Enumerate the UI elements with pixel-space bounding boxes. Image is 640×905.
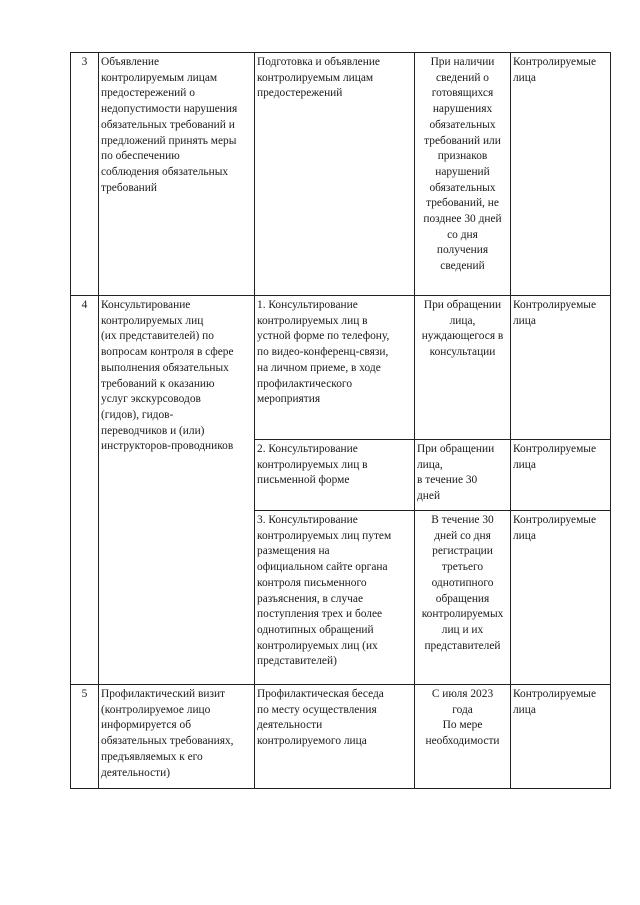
responsible [511, 685, 611, 789]
measure-name [99, 296, 255, 685]
text-line: контролируемых лиц в [257, 458, 368, 471]
text-line: лица [513, 703, 536, 716]
action-description [255, 440, 415, 511]
text-line: предостережений о [101, 87, 195, 100]
row-number: 4 [71, 296, 99, 685]
text-line: Объявление [101, 56, 160, 68]
text-line: получения [436, 244, 489, 257]
text-line: переводчиков и (или) [101, 424, 205, 437]
text-line: При обращении [417, 443, 495, 455]
deadline [415, 296, 511, 440]
text-line: в течение 30 [417, 474, 478, 487]
text-line: нуждающегося в [421, 330, 504, 343]
responsible [511, 53, 611, 296]
text-line: со дня [447, 228, 478, 241]
text-line: по видео-конференц-связи, [257, 346, 389, 359]
text-line: лица [513, 529, 536, 542]
text-line: требований или [424, 134, 501, 147]
text-line: однотипных обращений [257, 623, 374, 636]
deadline [415, 685, 511, 789]
text-line: года [452, 703, 473, 716]
text-line: контролируемым лицам [101, 71, 218, 84]
text-line: контролируемых лиц путем [257, 529, 392, 542]
text-line: нарушениях [432, 103, 493, 116]
table-row [71, 296, 611, 440]
text-line: контроля письменного [257, 576, 367, 589]
text-line: (их представителей) по [101, 330, 214, 343]
text-line: профилактического [257, 377, 353, 390]
text-line: Профилактическая беседа [257, 688, 384, 700]
text-line: представителей) [257, 655, 337, 668]
text-line: регистрации [432, 545, 493, 558]
text-line: деятельности [257, 719, 323, 732]
text-line: услуг экскурсоводов [101, 393, 201, 406]
text-line: лица [513, 314, 536, 327]
text-line: сведений [440, 260, 485, 273]
text-line: контролируемого лица [257, 735, 367, 748]
text-line: Консультирование [101, 299, 191, 311]
responsible [511, 440, 611, 511]
text-line: лица, [417, 458, 443, 471]
text-line: мероприятия [257, 393, 321, 406]
text-line: обязательных требований и [101, 118, 235, 131]
text-line: размещения на [257, 545, 330, 558]
text-line: необходимости [425, 735, 500, 748]
text-line: нарушений [435, 165, 490, 178]
text-line: поступления трех и более [257, 608, 383, 621]
text-line: сведений о [436, 71, 489, 84]
action-description [255, 296, 415, 440]
text-line: консультации [429, 346, 496, 359]
measures-table [70, 52, 611, 789]
row-number: 3 [71, 53, 99, 296]
text-line: контролируемых [421, 608, 504, 621]
text-line: лица [513, 71, 536, 84]
text-line: лиц и их [441, 623, 484, 636]
text-line: предложений принять меры [101, 134, 237, 147]
text-line: разъяснения, в случае [257, 592, 364, 605]
text-line: Подготовка и объявление [257, 56, 380, 68]
text-line: по месту осуществления [257, 703, 377, 716]
text-line: обязательных [429, 118, 496, 131]
text-line: признаков [437, 150, 488, 163]
text-line: Контролируемые [513, 299, 597, 311]
text-line: информируется об [101, 719, 191, 732]
text-line: 3. Консультирование [257, 514, 358, 526]
text-line: дней со дня [434, 529, 491, 542]
text-line: обязательных [429, 181, 496, 194]
text-line: обязательных требованиях, [101, 735, 234, 748]
text-line: предъявляемых к его [101, 750, 203, 763]
text-line: вопросам контроля в сфере [101, 346, 234, 359]
action-description [255, 53, 415, 296]
table-row [71, 685, 611, 789]
text-line: позднее 30 дней [423, 213, 502, 226]
text-line: Профилактический визит [101, 688, 226, 700]
text-line: устной форме по телефону, [257, 330, 390, 343]
text-line: на личном приеме, в ходе [257, 361, 381, 374]
text-line: Контролируемые [513, 56, 597, 68]
responsible [511, 296, 611, 440]
deadline [415, 511, 511, 685]
text-line: лица, [449, 314, 476, 327]
text-line: 2. Консультирование [257, 443, 358, 455]
text-line: инструкторов-проводников [101, 440, 234, 453]
text-line: требований, не [426, 197, 499, 210]
text-line: контролируемым лицам [257, 71, 374, 84]
text-line: контролируемых лиц в [257, 314, 368, 327]
text-line: деятельности) [101, 766, 171, 779]
text-line: недопустимости нарушения [101, 103, 238, 116]
deadline [415, 53, 511, 296]
text-line: (гидов), гидов- [101, 408, 174, 421]
text-line: контролируемых лиц [101, 314, 204, 327]
text-line: По мере [442, 719, 483, 732]
text-line: официальном сайте органа [257, 561, 388, 574]
text-line: Контролируемые [513, 443, 597, 455]
text-line: При обращении [423, 299, 502, 311]
text-line: соблюдения обязательных [101, 165, 229, 178]
text-line: письменной форме [257, 474, 350, 487]
text-line: по обеспечению [101, 150, 180, 163]
row-number: 5 [71, 685, 99, 789]
responsible [511, 511, 611, 685]
text-line: требований [101, 181, 157, 194]
text-line: В течение 30 [431, 514, 494, 526]
text-line: однотипного [431, 576, 494, 589]
action-description [255, 511, 415, 685]
measure-name [99, 685, 255, 789]
text-line: Контролируемые [513, 688, 597, 700]
text-line: 1. Консультирование [257, 299, 358, 311]
text-line: третьего [441, 561, 484, 574]
text-line: дней [417, 490, 441, 503]
text-line: При наличии [430, 56, 495, 68]
action-description [255, 685, 415, 789]
text-line: выполнения обязательных [101, 361, 229, 374]
text-line: контролируемых лиц (их [257, 639, 378, 652]
text-line: требований к оказанию [101, 377, 215, 390]
deadline [415, 440, 511, 511]
text-line: (контролируемое лицо [101, 703, 211, 716]
measure-name [99, 53, 255, 296]
text-line: готовящихся [431, 87, 494, 100]
text-line: С июля 2023 [431, 688, 494, 700]
text-line: предостережений [257, 87, 343, 100]
table-row [71, 53, 611, 296]
text-line: обращения [435, 592, 490, 605]
text-line: лица [513, 458, 536, 471]
text-line: Контролируемые [513, 514, 597, 526]
text-line: представителей [424, 639, 501, 652]
